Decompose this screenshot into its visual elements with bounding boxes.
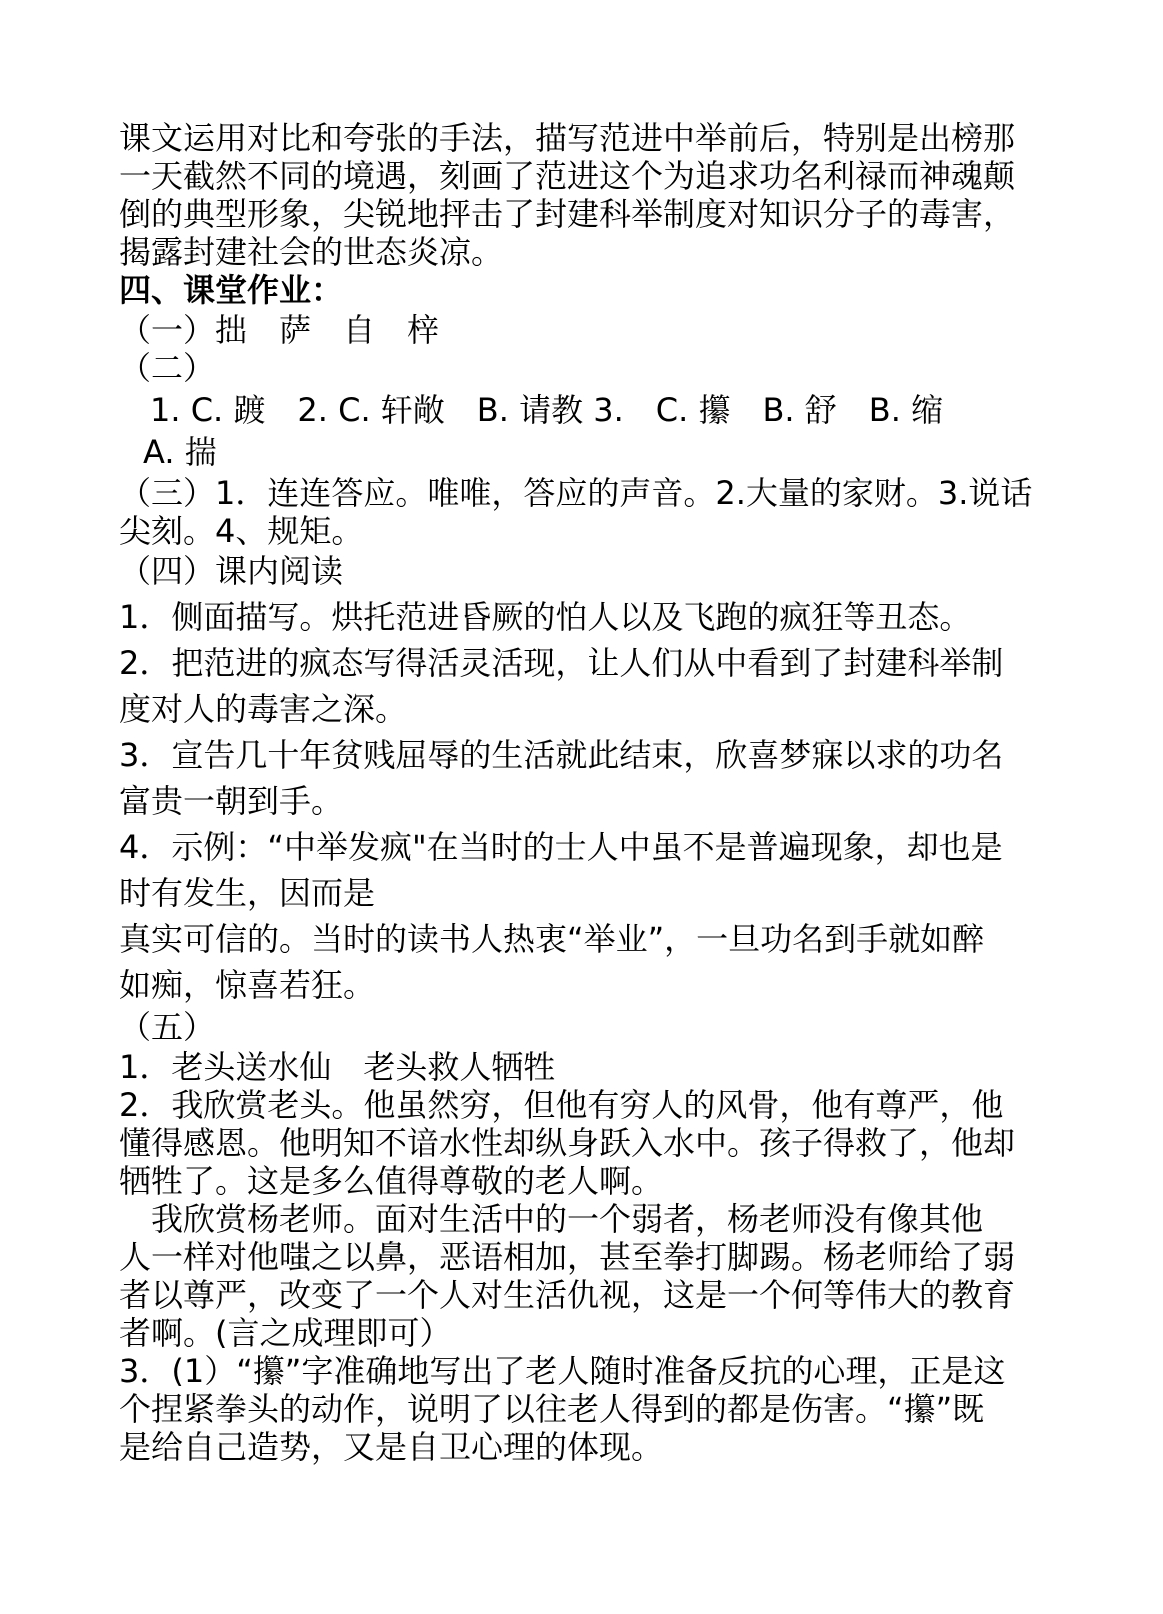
- part4-line: 如痴，惊喜若狂。: [119, 966, 376, 1004]
- section-heading: 四、课堂作业：: [119, 271, 344, 309]
- part4-line: 度对人的毒害之深。: [119, 690, 408, 728]
- part5-line: 者以尊严，改变了一个人对生活仇视，这是一个何等伟大的教育: [119, 1276, 1016, 1314]
- summary-line: 倒的典型形象，尖锐地抨击了封建科举制度对知识分子的毒害，: [119, 195, 1016, 233]
- part5-line: 牺牲了。这是多么值得尊敬的老人啊。: [119, 1162, 664, 1200]
- part4-line: 真实可信的。当时的读书人热衷“举业”，一旦功名到手就如醉: [119, 920, 985, 958]
- part5-line: 我欣赏杨老师。面对生活中的一个弱者，杨老师没有像其他: [119, 1200, 984, 1238]
- part4-line: 富贵一朝到手。: [119, 782, 344, 820]
- part4-line: 时有发生，因而是: [119, 874, 376, 912]
- part1-answer: （一）拙 萨 自 梓: [119, 311, 440, 349]
- part5-line: 1．老头送水仙 老头救人牺牲: [119, 1048, 556, 1086]
- part5-label: （五）: [119, 1008, 216, 1046]
- summary-line: 揭露封建社会的世态炎凉。: [119, 233, 504, 271]
- part5-line: 是给自己造势，又是自卫心理的体现。: [119, 1428, 664, 1466]
- part4-line: 1．侧面描写。烘托范进昏厥的怕人以及飞跑的疯狂等丑态。: [119, 598, 972, 636]
- part5-line: 个捏紧拳头的动作，说明了以往老人得到的都是伤害。“攥”既: [119, 1390, 985, 1428]
- part4-line: 2．把范进的疯态写得活灵活现，让人们从中看到了封建科举制: [119, 644, 1004, 682]
- summary-line: 一天截然不同的境遇，刻画了范进这个为追求功名利禄而神魂颠: [119, 157, 1016, 195]
- summary-line: 课文运用对比和夸张的手法，描写范进中举前后，特别是出榜那: [119, 119, 1016, 157]
- part5-line: 懂得感恩。他明知不谙水性却纵身跃入水中。孩子得救了，他却: [119, 1124, 1016, 1162]
- part4-label: （四）课内阅读: [119, 552, 344, 590]
- part2-answers-line1: 1. C. 踱 2. C. 轩敞 B. 请教 3. C. 攥 B. 舒 B. 缩: [150, 391, 944, 429]
- part5-line: 2．我欣赏老头。他虽然穷，但他有穷人的风骨，他有尊严，他: [119, 1086, 1004, 1124]
- part5-line: 者啊。(言之成理即可）: [119, 1314, 452, 1352]
- part4-line: 3．宣告几十年贫贱屈辱的生活就此结束，欣喜梦寐以求的功名: [119, 736, 1004, 774]
- part2-label: （二）: [119, 349, 216, 387]
- part3-line: （三）1．连连答应。唯唯，答应的声音。2.大量的家财。3.说话: [119, 474, 1033, 512]
- part2-answers-line2: A. 揣: [143, 433, 217, 471]
- part5-line: 人一样对他嗤之以鼻，恶语相加，甚至拳打脚踢。杨老师给了弱: [119, 1238, 1016, 1276]
- part5-line: 3．(1）“攥”字准确地写出了老人随时准备反抗的心理，正是这: [119, 1352, 1006, 1390]
- part3-line: 尖刻。4、规矩。: [119, 512, 364, 550]
- part4-line: 4．示例：“中举发疯"在当时的士人中虽不是普遍现象，却也是: [119, 828, 1003, 866]
